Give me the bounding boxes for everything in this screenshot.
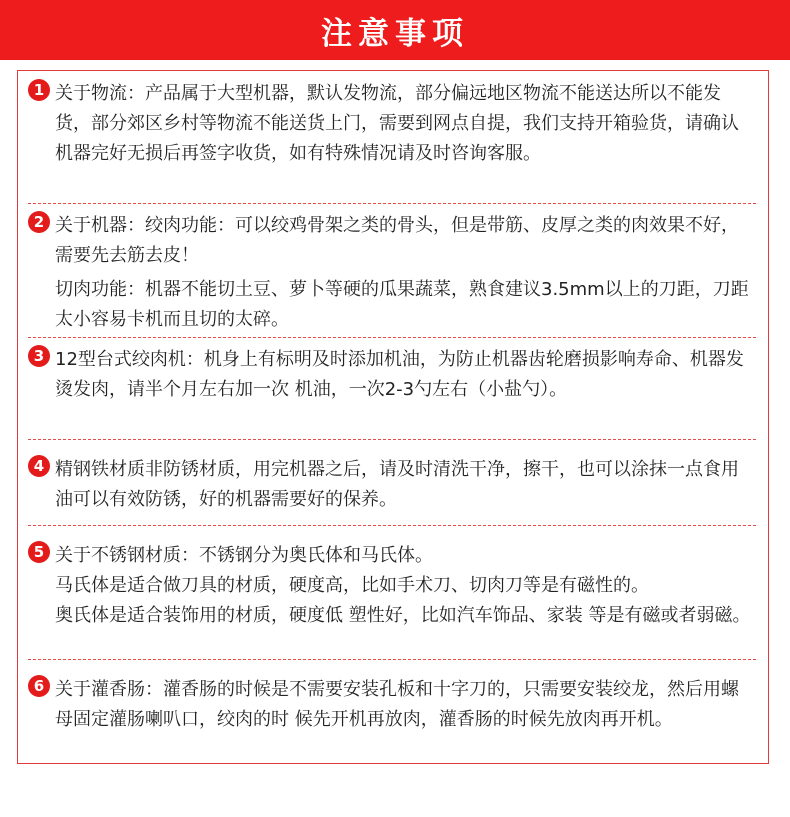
notice-item-4	[28, 455, 756, 526]
notice-text: 12型台式绞肉机：机身上有标明及时添加机油，为防止机器齿轮磨损影响寿命、机器发烫发肉，请半个月左右加一次 机油，一次2-3勺左右（小盐勺）。	[55, 349, 744, 400]
notice-text: 关于不锈钢材质：不锈钢分为奥氏体和马氏体。	[55, 545, 433, 566]
number-4-icon: 4	[28, 455, 50, 477]
notice-text: 奥氏体是适合装饰用的材质，硬度低 塑性好，比如汽车饰品、家装 等是有磁或者弱磁。	[55, 605, 751, 626]
number-2-icon: 2	[28, 211, 50, 233]
notice-text: 马氏体是适合做刀具的材质，硬度高，比如手术刀、切肉刀等是有磁性的。	[55, 575, 649, 596]
notice-item-3	[28, 345, 756, 440]
number-6-icon: 6	[28, 675, 50, 697]
number-1-icon: 1	[28, 79, 50, 101]
notice-item-1	[28, 79, 756, 204]
notice-text: 关于物流：产品属于大型机器，默认发物流，部分偏远地区物流不能送达所以不能发货，部分郊区乡村等物流不能送货上门，需要到网点自提，我们支持开箱验货，请确认机器完好无损后再签字收货，如有特殊情况请及时咨询客服。	[55, 83, 739, 164]
notice-text: 关于机器：绞肉功能：可以绞鸡骨架之类的骨头，但是带筋、皮厚之类的肉效果不好，需要先去筋去皮！	[55, 215, 739, 266]
notice-item-6	[28, 675, 756, 761]
notice-text: 精钢铁材质非防锈材质，用完机器之后，请及时清洗干净，擦干，也可以涂抹一点食用油可以有效防锈，好的机器需要好的保养。	[55, 459, 739, 510]
page-title: 注意事项	[321, 15, 469, 52]
number-3-icon: 3	[28, 345, 50, 367]
notice-text: 关于灌香肠：灌香肠的时候是不需要安装孔板和十字刀的，只需要安装绞龙，然后用螺母固定灌肠喇叭口，绞肉的时 候先开机再放肉，灌香肠的时候先放肉再开机。	[55, 679, 739, 730]
header-bar	[0, 0, 790, 60]
number-5-icon: 5	[28, 541, 50, 563]
notice-text: 切肉功能：机器不能切土豆、萝卜等硬的瓜果蔬菜，熟食建议3.5mm以上的刀距，刀距太小容易卡机而且切的太碎。	[55, 279, 749, 330]
notice-box	[17, 70, 769, 764]
notice-item-5	[28, 541, 756, 660]
notice-item-2	[28, 211, 756, 338]
